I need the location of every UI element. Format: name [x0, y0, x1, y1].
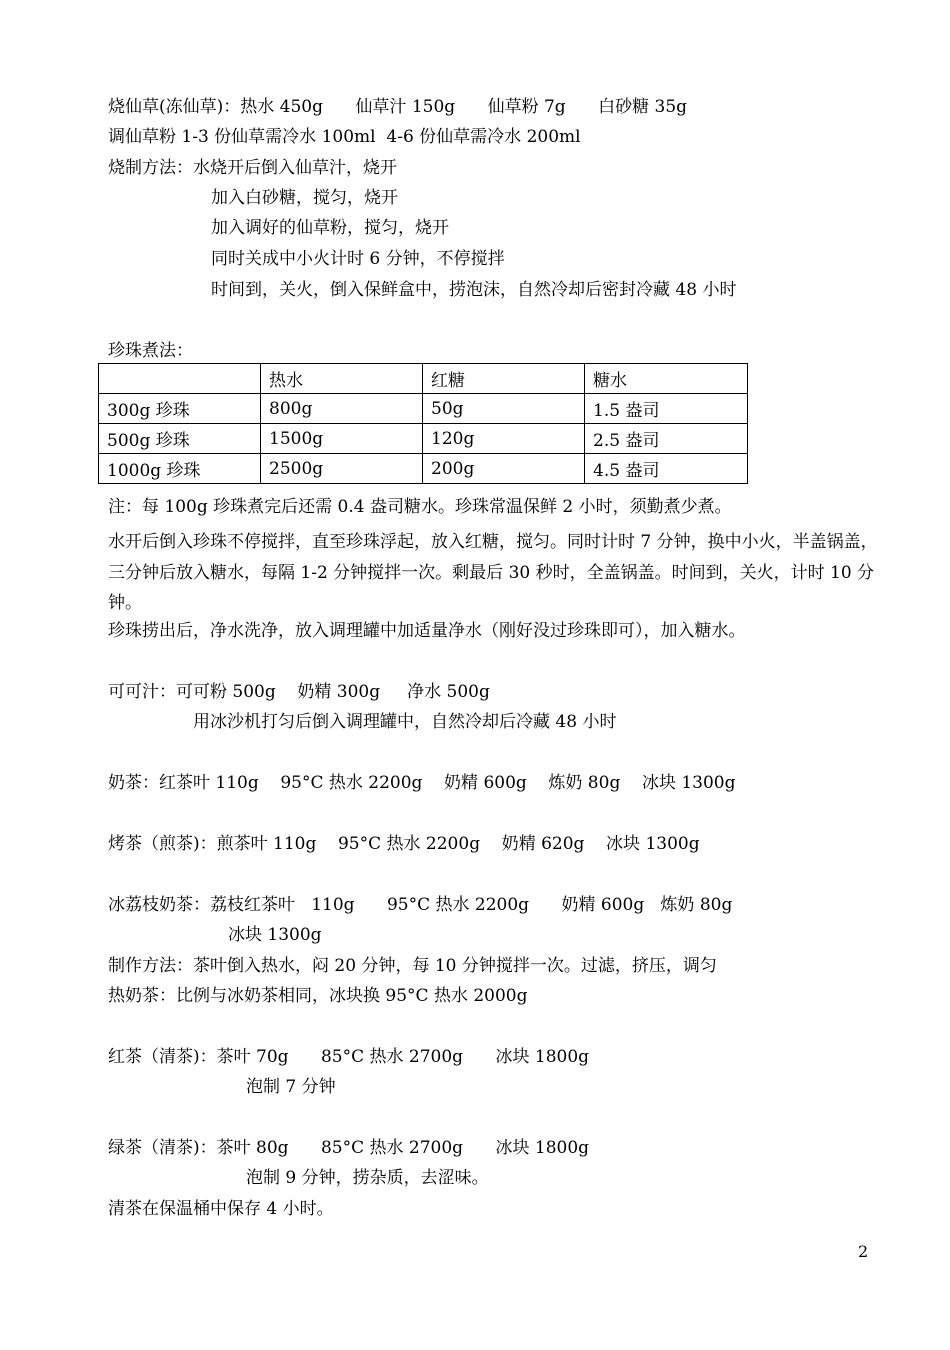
grass-jelly-method-label: 烧制方法： — [108, 158, 193, 178]
table-cell: 800g — [261, 394, 423, 424]
green-tea-steep-note: 泡制 9 分钟，捞杂质，去涩味。 — [246, 1168, 489, 1188]
table-cell: 2500g — [261, 454, 423, 484]
pearls-rinse-step: 珍珠捞出后，净水洗净，放入调理罐中加适量净水（刚好没过珍珠即可），加入糖水。 — [108, 621, 746, 641]
table-cell: 2.5 盎司 — [585, 424, 748, 454]
milk-tea-method: 制作方法：茶叶倒入热水，闷 20 分钟，每 10 分钟搅拌一次。过滤，挤压，调匀 — [108, 956, 717, 976]
table-header-cell — [99, 364, 261, 394]
tea-storage-note: 清茶在保温桶中保存 4 小时。 — [108, 1199, 334, 1219]
table-cell: 50g — [423, 394, 585, 424]
grass-jelly-step-4: 同时关成中小火计时 6 分钟，不停搅拌 — [211, 249, 505, 269]
pearls-note: 注：每 100g 珍珠煮完后还需 0.4 盎司糖水。珍珠常温保鲜 2 小时，须勤煮少煮。 — [108, 497, 732, 517]
table-cell: 200g — [423, 454, 585, 484]
table-cell: 1500g — [261, 424, 423, 454]
table-row — [99, 424, 748, 454]
lychee-milk-tea-recipe: 冰荔枝奶茶：荔枝红茶叶 110g 95°C 热水 2200g 奶精 600g 炼奶 80g — [108, 895, 733, 915]
grass-jelly-step-2: 加入白砂糖，搅匀，烧开 — [211, 188, 398, 208]
pearls-title: 珍珠煮法： — [108, 341, 193, 361]
pearls-cooking-steps: 水开后倒入珍珠不停搅拌，直至珍珠浮起，放入红糖，搅匀。同时计时 7 分钟，换中小火，半盖锅盖，三分钟后放入糖水，每隔 1-2 分钟搅拌一次。剩最后 30 秒时，全盖锅盖。时间到，关火，计时 10 分钟。 — [108, 532, 878, 613]
table-cell: 1.5 盎司 — [585, 394, 748, 424]
table-cell: 1000g 珍珠 — [99, 454, 261, 484]
cocoa-method: 用冰沙机打匀后倒入调理罐中，自然冷却后冷藏 48 小时 — [193, 712, 617, 732]
hot-milk-tea-note: 热奶茶：比例与冰奶茶相同，冰块换 95°C 热水 2000g — [108, 986, 528, 1006]
table-header-cell: 热水 — [261, 364, 423, 394]
grass-jelly-step-5: 时间到，关火，倒入保鲜盒中，捞泡沫，自然冷却后密封冷藏 48 小时 — [211, 280, 737, 300]
cocoa-ingredients: 可可汁：可可粉 500g 奶精 300g 净水 500g — [108, 682, 490, 702]
green-tea-recipe: 绿茶（清茶)：茶叶 80g 85°C 热水 2700g 冰块 1800g — [108, 1138, 590, 1158]
table-cell: 500g 珍珠 — [99, 424, 261, 454]
table-cell: 4.5 盎司 — [585, 454, 748, 484]
table-cell: 300g 珍珠 — [99, 394, 261, 424]
table-row — [99, 394, 748, 424]
milk-tea-recipe: 奶茶：红茶叶 110g 95°C 热水 2200g 奶精 600g 炼奶 80g 冰块 1300g — [108, 773, 736, 793]
grass-jelly-ingredients: 烧仙草(冻仙草)：热水 450g 仙草汁 150g 仙草粉 7g 白砂糖 35g — [108, 97, 688, 117]
table-header-cell: 红糖 — [423, 364, 585, 394]
roasted-tea-recipe: 烤茶（煎茶)：煎茶叶 110g 95°C 热水 2200g 奶精 620g 冰块 1300g — [108, 834, 700, 854]
pearl-recipe-table — [98, 363, 748, 484]
table-header-row — [99, 364, 748, 394]
table-cell: 120g — [423, 424, 585, 454]
table-row — [99, 454, 748, 484]
table-header-cell: 糖水 — [585, 364, 748, 394]
black-tea-recipe: 红茶（清茶)：茶叶 70g 85°C 热水 2700g 冰块 1800g — [108, 1047, 590, 1067]
grass-jelly-step-3: 加入调好的仙草粉，搅匀，烧开 — [211, 218, 449, 238]
grass-jelly-step-1: 水烧开后倒入仙草汁，烧开 — [193, 158, 397, 178]
lychee-ice-amount: 冰块 1300g — [228, 925, 322, 945]
black-tea-steep-time: 泡制 7 分钟 — [246, 1077, 336, 1097]
page-number: 2 — [858, 1242, 869, 1261]
grass-jelly-powder-ratio: 调仙草粉 1-3 份仙草需冷水 100ml 4-6 份仙草需冷水 200ml — [108, 127, 581, 147]
